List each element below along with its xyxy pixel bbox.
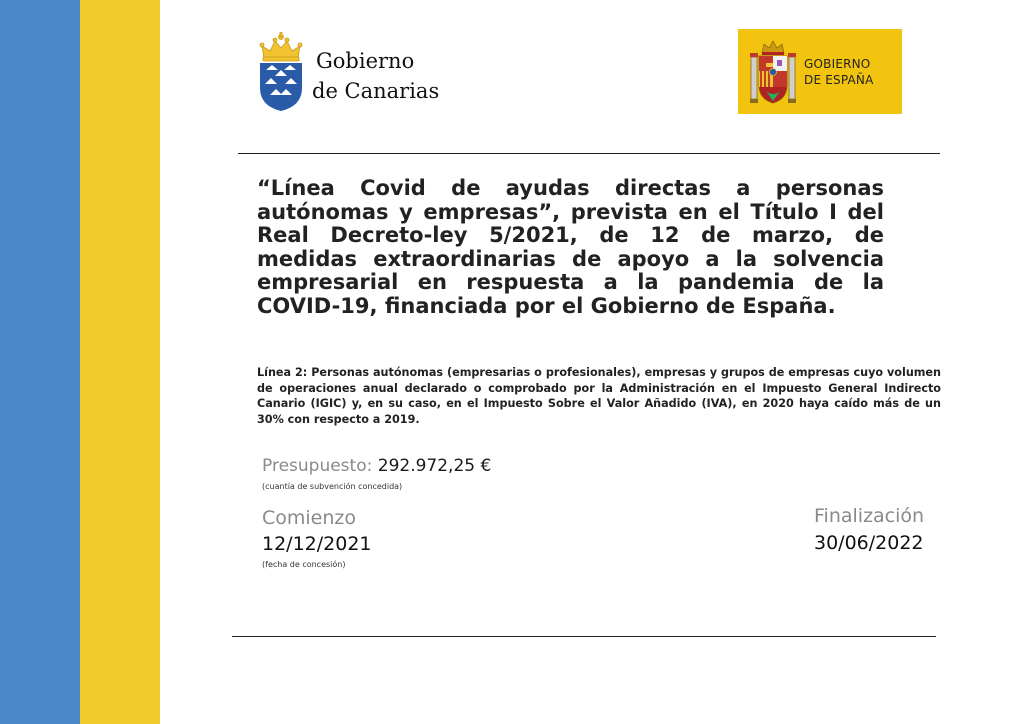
line-description: Línea 2: Personas autónomas (empresarias o profesionales), empresas y grupos de empresas cuyo volumen de operaciones anual declarado o comprobado por la Administración en el Impuesto General Indirecto Canario (IGIC) y, en su caso, en el Impuesto Sobre el Valor Añadido (IVA), en 2020 haya caído más de un 30% con respecto a 2019.	[257, 366, 941, 426]
yellow-band	[80, 0, 160, 724]
canarias-line-2: de Canarias	[312, 79, 440, 103]
budget-label: Presupuesto:	[262, 456, 373, 476]
gobierno-canarias-text	[312, 46, 439, 106]
page-title: “Línea Covid de ayudas directas a personas autónomas y empresas”, prevista en el Título I del Real Decreto-ley 5/2021, de 12 de marzo, de medidas extraordinarias de apoyo a la solvencia empresarial en respuesta a la pandemia de la COVID-19, financiada por el Gobierno de España.	[257, 176, 884, 318]
start-label: Comienzo	[262, 507, 357, 529]
blue-band	[0, 0, 80, 724]
bottom-divider	[232, 636, 936, 637]
crowned-shield-icon	[256, 32, 306, 112]
budget-row	[262, 456, 491, 476]
espana-line-2: DE ESPAÑA	[804, 73, 874, 87]
start-note: (fecha de concesión)	[262, 560, 346, 569]
budget-value: 292.972,25 €	[377, 456, 492, 476]
gobierno-espana-logo	[738, 29, 902, 114]
budget-note: (cuantía de subvención concedida)	[262, 482, 403, 491]
espana-line-1: GOBIERNO	[804, 57, 871, 71]
top-divider	[238, 153, 940, 154]
end-date: 30/06/2022	[814, 532, 924, 554]
spanish-coat-of-arms-icon	[750, 39, 796, 105]
end-label: Finalización	[814, 505, 925, 527]
canarias-line-1: Gobierno	[316, 49, 415, 73]
gobierno-canarias-logo	[256, 32, 466, 112]
start-date: 12/12/2021	[262, 533, 372, 555]
gobierno-espana-text	[804, 56, 874, 88]
